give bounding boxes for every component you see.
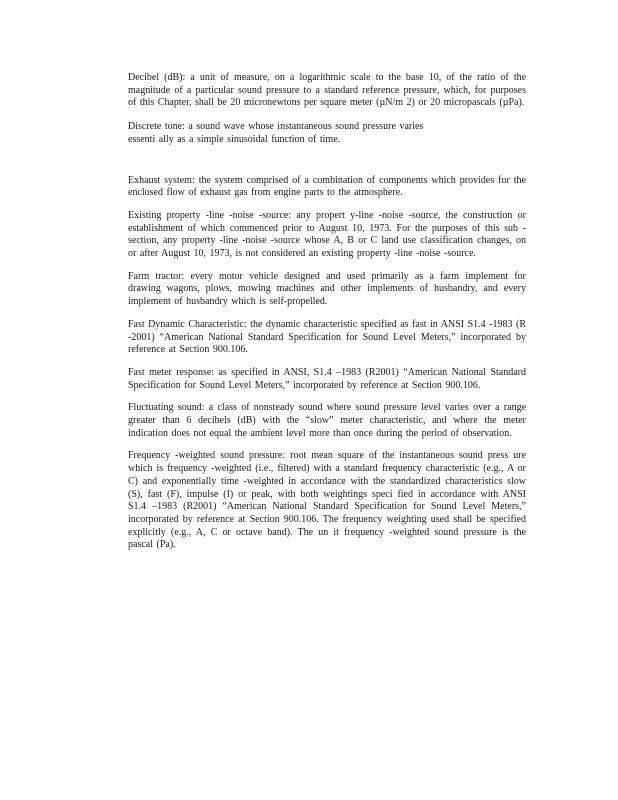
definition-line: reference at Section 900.106. The frequency weighting used shall be specified xyxy=(196,513,526,525)
definition-line: characteristic (e.g., A or C) and exponentially time -weighted in accordance with xyxy=(128,463,527,487)
definition-line: over a range greater than 6 decibels (dB) with the “slow” meter characteristic, and xyxy=(128,402,527,427)
definition-line: during the period of observation. xyxy=(376,427,512,439)
definition-line: root mean square of the instantaneous sound xyxy=(290,450,483,462)
definition-term: Decibel (dB): xyxy=(128,72,186,83)
definition-fast-meter-response xyxy=(128,367,526,392)
definition-line: land use classification changes, on or after August 10, 1973, is not considered an xyxy=(128,235,527,260)
definition-line: where the meter indication does not equal the ambient level more than once xyxy=(128,415,527,439)
definition-line: construction or establishment of which commenced prior to August 10, 1973. For xyxy=(128,209,526,234)
document-page xyxy=(128,72,526,552)
definition-term: Discrete tone: xyxy=(128,121,185,133)
definition-term: Frequency -weighted sound pressure: xyxy=(128,450,286,462)
definition-line: a sound wave whose instantaneous sound pressure varies xyxy=(188,121,424,133)
definition-line: pressure is the pascal (Pa). xyxy=(128,526,526,551)
definition-line: implement for drawing wagons, plows, mowing machines and other implements xyxy=(128,270,527,295)
definition-line: a unit of measure, on a logarithmic scale to the base 10, of the ratio xyxy=(190,72,496,83)
definition-line: of the magnitude of a particular sound pressure to a standard reference pressure, xyxy=(128,72,527,96)
definition-term: Exhaust system: xyxy=(128,174,195,186)
definition-line: every motor vehicle designed and used primarily as a farm xyxy=(190,270,460,282)
definition-line: provides for the enclosed flow of exhaust gas from engine parts to the atmosphere. xyxy=(128,174,526,199)
definition-line: the standardized characteristics slow (S), fast (F), impulse (I) or peak, with both xyxy=(128,475,526,500)
definition-line: of husbandry, and every implement of husbandry which is self-propelled. xyxy=(128,283,526,308)
definition-term: Existing property -line -noise -source: xyxy=(128,209,292,221)
definition-line: as specified in ANSI, S1.4 –1983 (R2001) “American xyxy=(218,366,448,378)
definition-existing-property-line-noise-source xyxy=(128,210,526,261)
definition-line: the dynamic characteristic specified as fast in ANSI xyxy=(250,318,465,330)
definition-discrete-tone xyxy=(128,121,526,146)
definition-line: any propert y-line -noise -source, the xyxy=(296,209,458,221)
definition-farm-tractor xyxy=(128,271,526,309)
definition-frequency-weighted-sound-pressure xyxy=(128,450,526,552)
definition-line: National Standard Specification for Sound Level Meters,” incorporated by xyxy=(128,366,526,391)
definition-exhaust-system xyxy=(128,175,526,200)
definition-line: National Standard Specification for Sound Level Meters,” incorporated by xyxy=(128,501,526,525)
definition-line: essenti ally as a simple sinusoidal function of time. xyxy=(128,133,341,145)
definition-line: existing property -line -noise -source. xyxy=(321,248,476,260)
definition-line: the system comprised of a combination of components which xyxy=(198,174,456,186)
definition-line: weightings speci fied in accordance with ANSI S1.4 –1983 (R2001) “American xyxy=(128,488,527,513)
definition-line: explicitly (e.g., A, C or octave band). The un it frequency -weighted sound xyxy=(128,526,459,538)
definition-line: reference at Section 900.106. xyxy=(360,379,481,391)
definition-term: Fluctuating sound: xyxy=(128,402,205,414)
definition-line: press ure which is frequency -weighted (i.e., filtered) with a standard frequency xyxy=(128,450,527,475)
definition-line: a class of nonsteady sound where sound pressure level varies xyxy=(208,402,469,414)
definition-line: (µN/m 2) or 20 micropascals (µPa). xyxy=(376,97,525,109)
definition-line: S1.4 -1983 (R -2001) “American National Standard Specification for Sound Level xyxy=(128,318,527,343)
definition-line: which, for purposes of this Chapter, shall be 20 micronewtons per square meter xyxy=(128,84,526,109)
definition-term: Fast meter response: xyxy=(128,366,215,378)
definition-line: Meters,” incorporated by reference at Section 900.106. xyxy=(128,331,526,356)
definition-term: Farm tractor: xyxy=(128,270,185,282)
definition-decibel xyxy=(128,72,526,110)
definition-fluctuating-sound xyxy=(128,402,526,440)
definition-fast-dynamic-characteristic xyxy=(128,319,526,357)
definition-line: the purposes of this sub -section, any property -line -noise -source whose A, B or C xyxy=(128,222,526,247)
definition-term: Fast Dynamic Characteristic: xyxy=(128,318,247,330)
